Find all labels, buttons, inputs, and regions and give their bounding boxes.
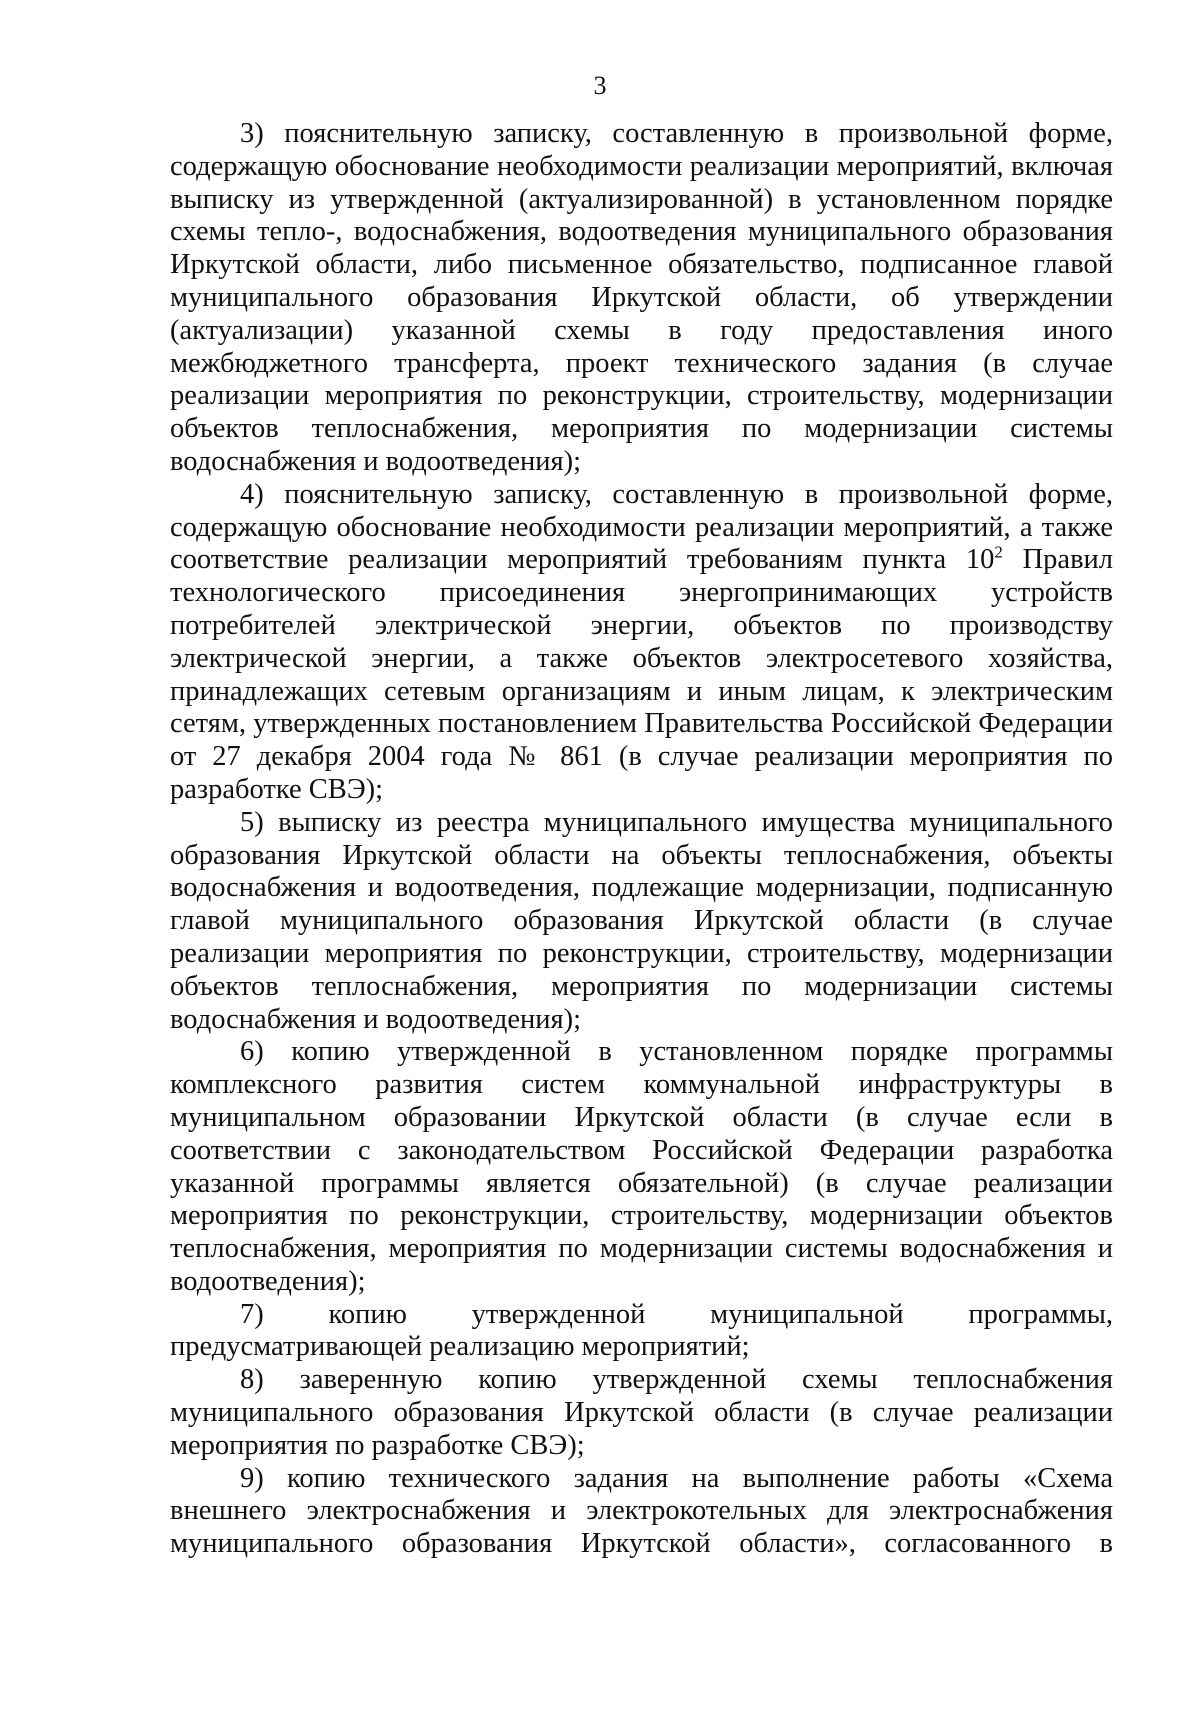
page-number: 3 xyxy=(593,71,607,100)
paragraph-item-4 xyxy=(170,479,1113,807)
paragraph-item-4-text-before: 4) пояснительную записку, составленную в произвольной форме, содержащую обоснование необходимости реализации мероприятий, а также соответствие реализации мероприятий требованиям пункта 10 xyxy=(170,478,1113,576)
paragraph-item-4-superscript: 2 xyxy=(994,542,1003,562)
paragraph-item-8: 8) заверенную копию утвержденной схемы теплоснабжения муниципального образования Иркутской области (в случае реализации мероприятия по разработке СВЭ); xyxy=(170,1364,1113,1461)
paragraph-item-9: 9) копию технического задания на выполнение работы «Схема внешнего электроснабжения и электрокотельных для электроснабжения муниципального образования Иркутской области», согласованного в xyxy=(170,1462,1113,1560)
document-body xyxy=(170,118,1113,1561)
paragraph-item-6: 6) копию утвержденной в установленном порядке программы комплексного развития систем коммунальной инфраструктуры в муниципальном образовании Иркутской области (в случае если в соответствии с законодательством Российской Федерации разработка указанной программы является обязательной) (в случае реализации мероприятия по реконструкции, строительству, модернизации объектов теплоснабжения, мероприятия по модернизации системы водоснабжения и водоотведения); xyxy=(170,1036,1113,1297)
paragraph-item-3: 3) пояснительную записку, составленную в произвольной форме, содержащую обоснование необходимости реализации мероприятий, включая выписку из утвержденной (актуализированной) в установленном порядке схемы тепло-, водоснабжения, водоотведения муниципального образования Иркутской области, либо письменное обязательство, подписанное главой муниципального образования Иркутской области, об утверждении (актуализации) указанной схемы в году предоставления иного межбюджетного трансферта, проект технического задания (в случае реализации мероприятия по реконструкции, строительству, модернизации объектов теплоснабжения, мероприятия по модернизации системы водоснабжения и водоотведения); xyxy=(170,118,1113,477)
paragraph-item-7: 7) копию утвержденной муниципальной программы, предусматривающей реализацию мероприятий; xyxy=(170,1298,1113,1363)
paragraph-item-4-text-after: Правил технологического присоединения энергопринимающих устройств потребителей электрической энергии, объектов по производству электрической энергии, а также объектов электросетевого хозяйства, принадлежащих сетевым организациям и иным лицам, к электрическим сетям, утвержденных постановлением Правительства Российской Федерации от 27 декабря 2004 года № 861 (в случае реализации мероприятия по разработке СВЭ); xyxy=(170,544,1113,805)
paragraph-item-5: 5) выписку из реестра муниципального имущества муниципального образования Иркутской области на объекты теплоснабжения, объекты водоснабжения и водоотведения, подлежащие модернизации, подписанную главой муниципального образования Иркутской области (в случае реализации мероприятия по реконструкции, строительству, модернизации объектов теплоснабжения, мероприятия по модернизации системы водоснабжения и водоотведения); xyxy=(170,806,1113,1035)
